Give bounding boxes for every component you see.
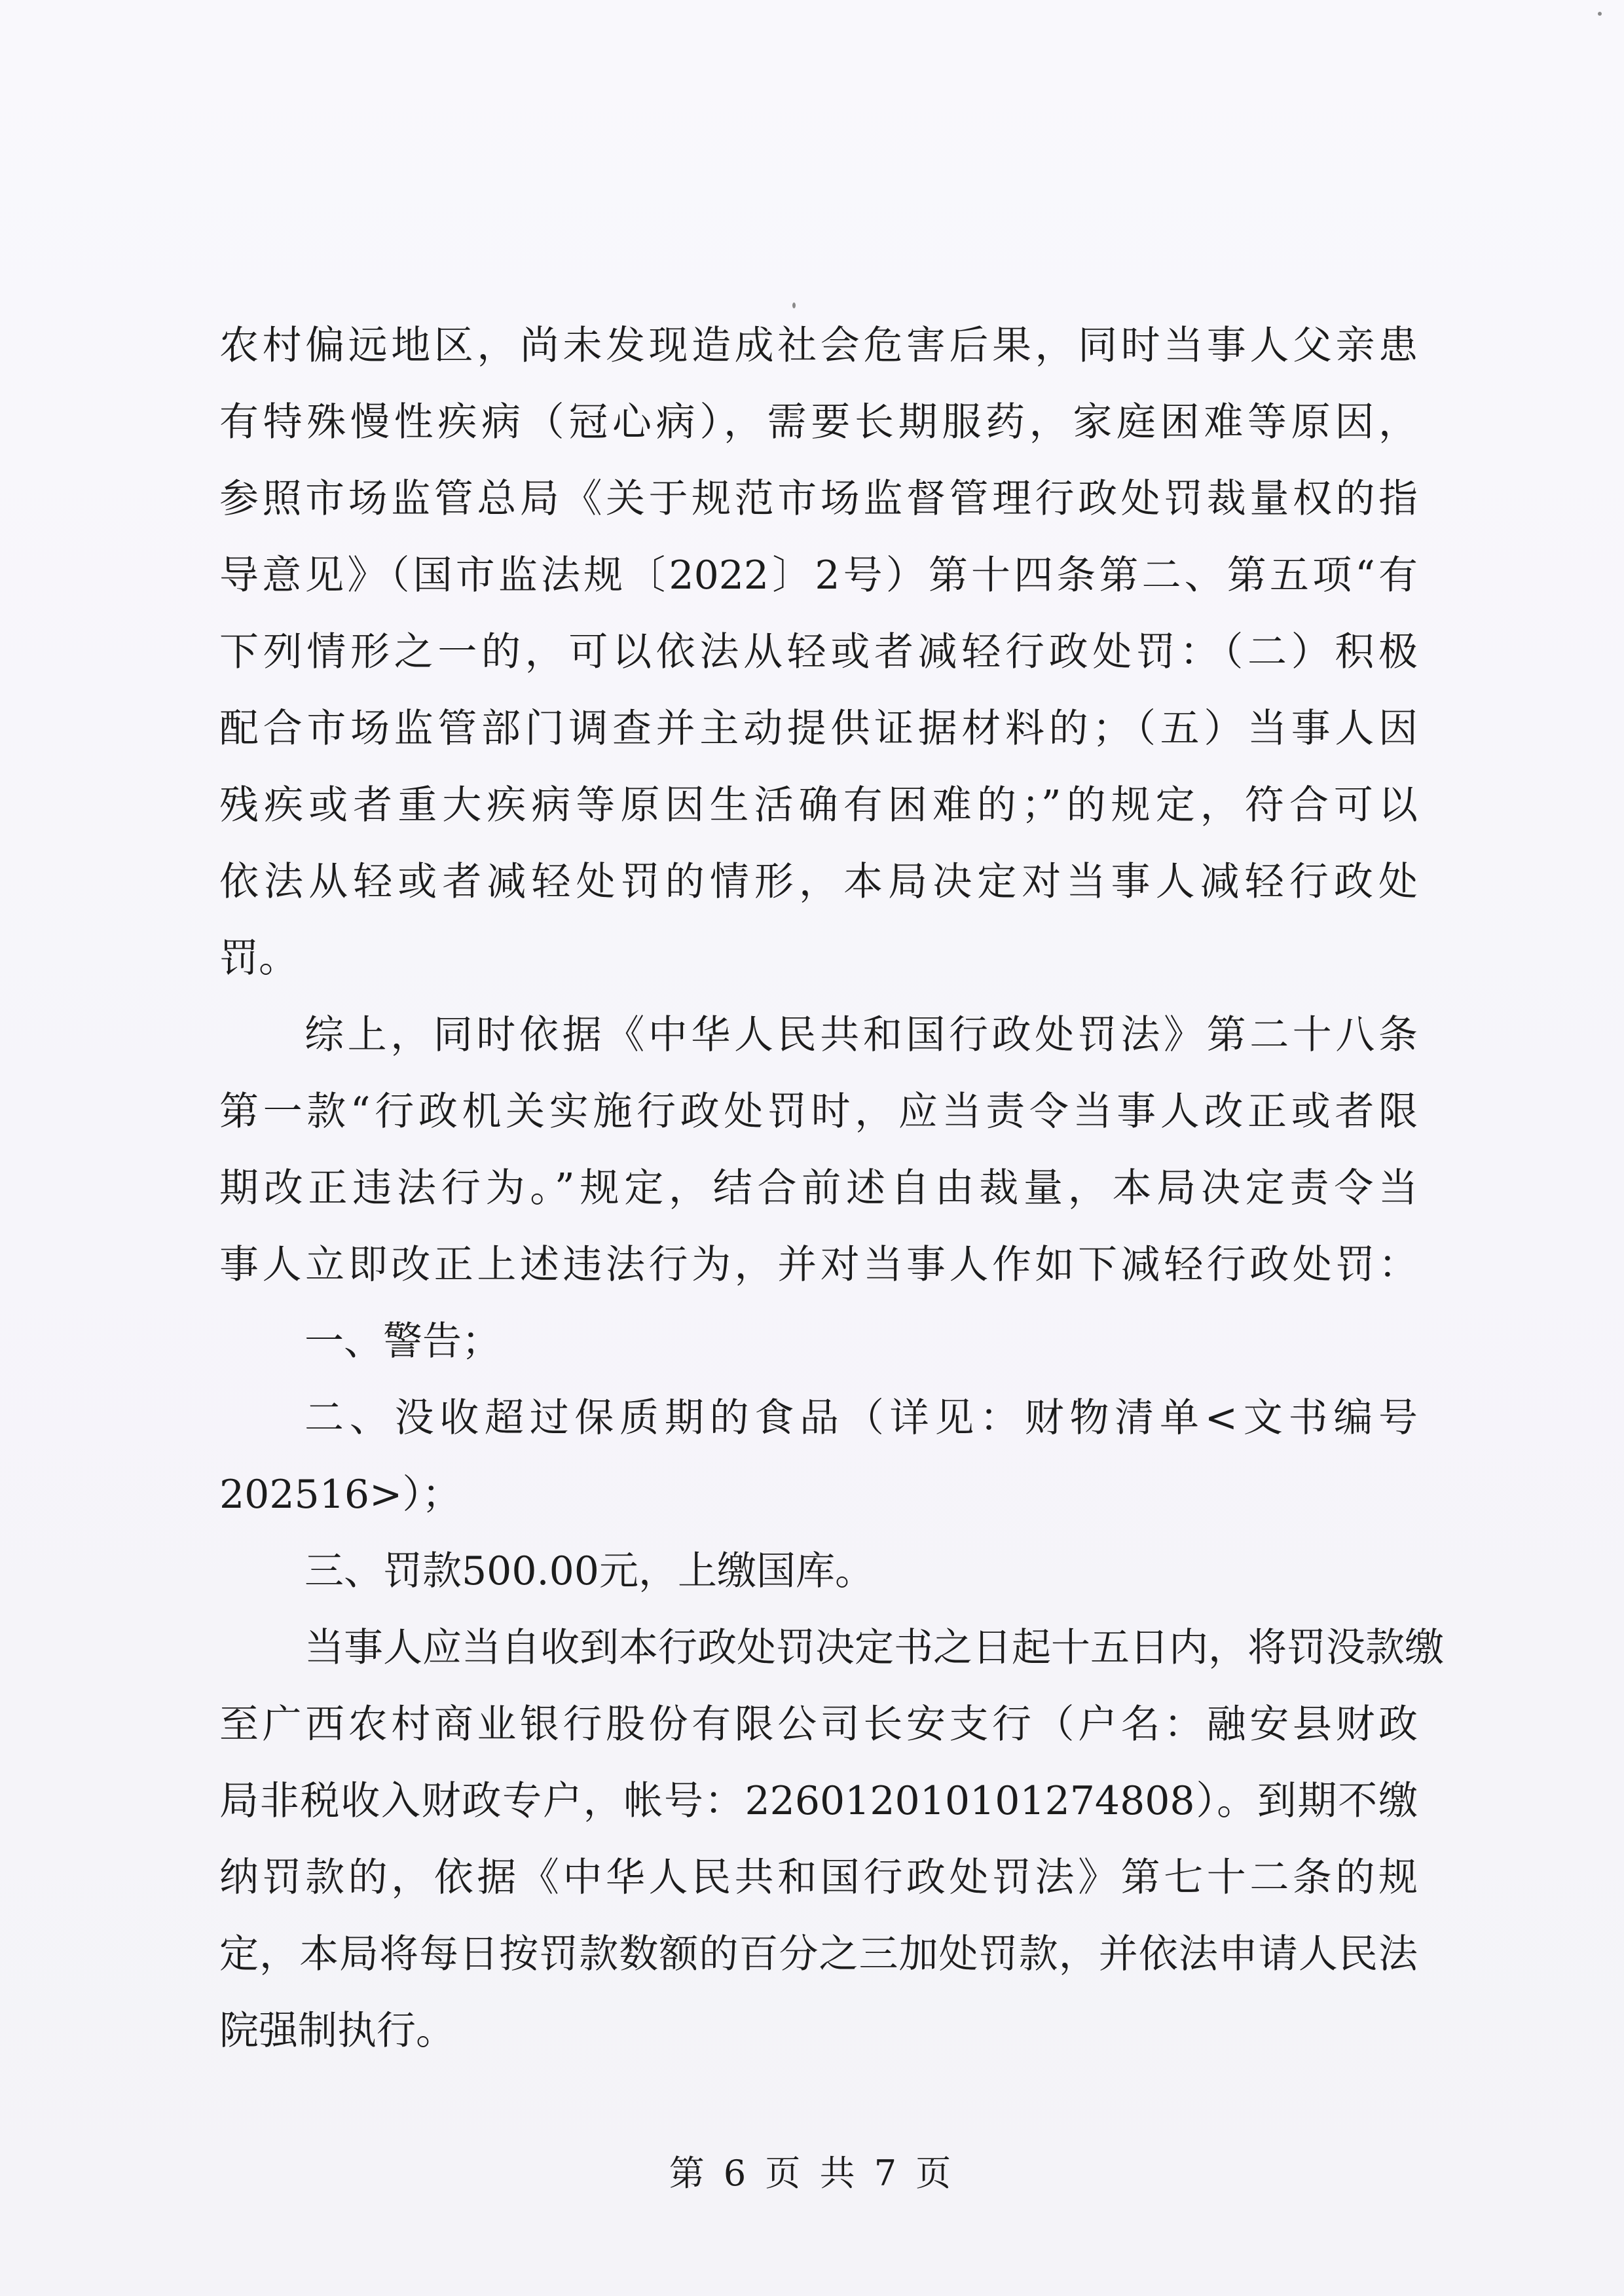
text-line: 当事人应当自收到本行政处罚决定书之日起十五日内，将罚没款缴 xyxy=(304,1625,1444,1671)
text-line: 局非税收入财政专户，帐号：226012010101274808）。到期不缴 xyxy=(219,1778,1418,1824)
text-line: 有特殊慢性疾病（冠心病），需要长期服药，家庭困难等原因， xyxy=(219,399,1418,445)
text-line: 事人立即改正上述违法行为，并对当事人作如下减轻行政处罚： xyxy=(219,1242,1418,1288)
text-line: 定，本局将每日按罚款数额的百分之三加处罚款，并依法申请人民法 xyxy=(219,1931,1418,1977)
text-line: 第一款“行政机关实施行政处罚时，应当责令当事人改正或者限 xyxy=(219,1089,1418,1135)
text-line: 院强制执行。 xyxy=(219,2008,455,2054)
text-line: 配合市场监管部门调查并主动提供证据材料的；（五）当事人因 xyxy=(219,706,1418,752)
text-line: 综上，同时依据《中华人民共和国行政处罚法》第二十八条 xyxy=(304,1012,1418,1058)
text-line: 下列情形之一的，可以依法从轻或者减轻行政处罚：（二）积极 xyxy=(219,629,1418,675)
text-line: 三、罚款500.00元，上缴国库。 xyxy=(304,1548,874,1594)
text-line: 二、没收超过保质期的食品（详见：财物清单<文书编号 xyxy=(304,1395,1418,1441)
document-body xyxy=(219,308,1444,2069)
text-line: 罚。 xyxy=(219,936,298,981)
page-footer: 第 6 页 共 7 页 xyxy=(669,2153,955,2194)
text-line: 参照市场监管总局《关于规范市场监督管理行政处罚裁量权的指 xyxy=(219,476,1418,522)
text-line: 依法从轻或者减轻处罚的情形，本局决定对当事人减轻行政处 xyxy=(219,859,1418,905)
text-line: 农村偏远地区，尚未发现造成社会危害后果，同时当事人父亲患 xyxy=(219,323,1418,369)
text-line: 202516>）； xyxy=(219,1472,462,1518)
text-line: 一、警告； xyxy=(304,1319,501,1364)
text-line: 残疾或者重大疾病等原因生活确有困难的；”的规定，符合可以 xyxy=(219,782,1418,828)
text-line: 期改正违法行为。”规定，结合前述自由裁量，本局决定责令当 xyxy=(219,1165,1418,1211)
text-line: 至广西农村商业银行股份有限公司长安支行（户名：融安县财政 xyxy=(219,1702,1418,1747)
text-line: 导意见》（国市监法规〔2022〕2号）第十四条第二、第五项“有 xyxy=(219,553,1418,598)
scan-speck xyxy=(1598,12,1602,16)
text-line: 纳罚款的，依据《中华人民共和国行政处罚法》第七十二条的规 xyxy=(219,1855,1418,1901)
